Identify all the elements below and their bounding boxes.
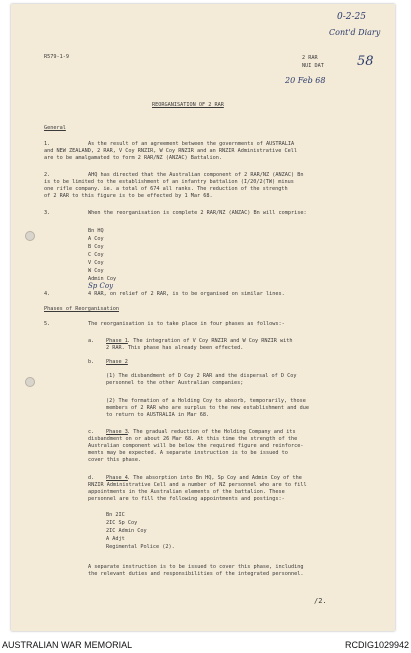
phase-label: a. <box>88 338 95 344</box>
document-page <box>11 4 395 631</box>
composition-item: V Coy <box>88 260 104 266</box>
phase-c-line: Australian component will be below the required figure and reinforce- <box>88 443 304 449</box>
annotation-war-diary: Cont'd Diary <box>329 28 381 37</box>
para-number: 4. <box>44 291 51 297</box>
composition-item: A Coy <box>88 236 104 242</box>
annotation-date: 20 Feb 68 <box>285 76 326 85</box>
phase-label: c. <box>88 429 95 435</box>
continuation-marker: /2. <box>314 597 327 605</box>
composition-item-handwritten: Sp Coy <box>88 282 114 290</box>
punch-hole-top <box>25 231 35 241</box>
section-heading-phases: Phases of Reorganisation <box>44 306 119 312</box>
phase-title: Phase 2 <box>106 359 128 365</box>
page-title: REORGANISATION OF 2 RAR <box>152 102 224 108</box>
phase-c-line: cover this phase. <box>88 457 142 463</box>
appointment-item: 2IC Admin Coy <box>106 528 147 534</box>
composition-item: Admin Coy <box>88 276 117 282</box>
para-number: 3. <box>44 210 51 216</box>
phase-title: Phase 4 <box>106 475 128 481</box>
appointment-item: Bn 2IC <box>106 512 125 518</box>
appointment-item: A Adjt <box>106 536 125 542</box>
phase-c-line: ments may be expected. A separate instruction is to be issued to <box>88 450 288 456</box>
closing-line: the relevant duties and responsibilities of the integrated personnel. <box>88 571 304 577</box>
phase-b-line: members of 2 RAR who are surplus to the new establishment and due <box>106 405 310 411</box>
para-2-line: one rifle company. ie. a total of 674 all ranks. The reduction of the strength <box>44 186 288 192</box>
footer-source: AUSTRALIAN WAR MEMORIAL <box>2 640 133 650</box>
para-2-line: of 2 RAR to this figure is to be effected by 1 Mar 68. <box>44 193 213 199</box>
phase-label: d. <box>88 475 95 481</box>
composition-item: Bn HQ <box>88 228 104 234</box>
phase-b-line: personnel to the other Australian companies; <box>106 380 244 386</box>
phase-c-line: . The gradual reduction of the Holding Company and its <box>127 429 296 435</box>
appointment-item: Regimental Police (2). <box>106 544 175 550</box>
composition-item: C Coy <box>88 252 104 258</box>
phase-d-line: personnel are to fill the following appointments and postings:- <box>88 496 285 502</box>
phase-d-line: appointments in the Australian elements of the battalion. These <box>88 489 285 495</box>
footer-record-id: RCDIG1029942 <box>344 640 409 650</box>
composition-item: W Coy <box>88 268 104 274</box>
annotation-page-number: 58 <box>357 54 374 69</box>
phase-a-line: 2 RAR. This phase has already been effected. <box>106 345 244 351</box>
phase-c-line: disbandment on or about 26 Mar 68. At this time the strength of the <box>88 436 298 442</box>
location: NUI DAT <box>302 63 324 69</box>
phase-b-line: (1) The disbandment of D Coy 2 RAR and the dispersal of D Coy <box>106 373 297 379</box>
para-number: 1. <box>44 141 51 147</box>
para-1-line: As the result of an agreement between the governments of AUSTRALIA <box>88 141 295 147</box>
appointment-item: 2IC Sp Coy <box>106 520 138 526</box>
para-1-line: are to be amalgamated to form 2 RAR/NZ (ANZAC) Battalion. <box>44 155 223 161</box>
para-3-line: When the reorganisation is complete 2 RAR/NZ (ANZAC) Bn will comprise: <box>88 210 307 216</box>
para-1-line: and NEW ZEALAND, 2 RAR, V Coy RNZIR, W Coy RNZIR and an RNZIR Administrative Cell <box>44 148 297 154</box>
closing-line: A separate instruction is to be issued to cover this phase, including <box>88 564 304 570</box>
para-4-line: 4 RAR, on relief of 2 RAR, is to be organised on similar lines. <box>88 291 285 297</box>
phase-d-line: . The absorption into Bn HQ, Sp Coy and Admin Coy of the <box>127 475 302 481</box>
para-number: 5. <box>44 321 51 327</box>
section-heading-general: General <box>44 125 66 131</box>
para-number: 2. <box>44 172 51 178</box>
phase-title: Phase 3 <box>106 429 128 435</box>
unit-name: 2 RAR <box>302 55 318 61</box>
punch-hole-bottom <box>25 377 35 387</box>
archive-footer <box>0 637 411 653</box>
phase-label: b. <box>88 359 95 365</box>
para-2-line: is to be limited to the establishment of an infantry battalion (I/20/2(TW) minus <box>44 179 294 185</box>
phase-d-line: RNZIR Administrative Cell and a number of NZ personnel who are to fill <box>88 482 307 488</box>
annotation-ref-number: 0-2-25 <box>337 12 366 22</box>
phase-b-line: (2) The formation of a Holding Coy to absorb, temporarily, those <box>106 398 306 404</box>
phase-a-line: . The integration of V Coy RNZIR and W Coy RNZIR with <box>127 338 293 344</box>
composition-item: B Coy <box>88 244 104 250</box>
para-2-line: AHQ has directed that the Australian component of 2 RAR/NZ (ANZAC) Bn <box>88 172 304 178</box>
para-5-line: The reorganisation is to take place in four phases as follows:- <box>88 321 285 327</box>
phase-title: Phase 1 <box>106 338 128 344</box>
phase-b-line: to return to AUSTRALIA in Mar 68. <box>106 412 210 418</box>
file-reference: R579-1-9 <box>44 54 69 60</box>
